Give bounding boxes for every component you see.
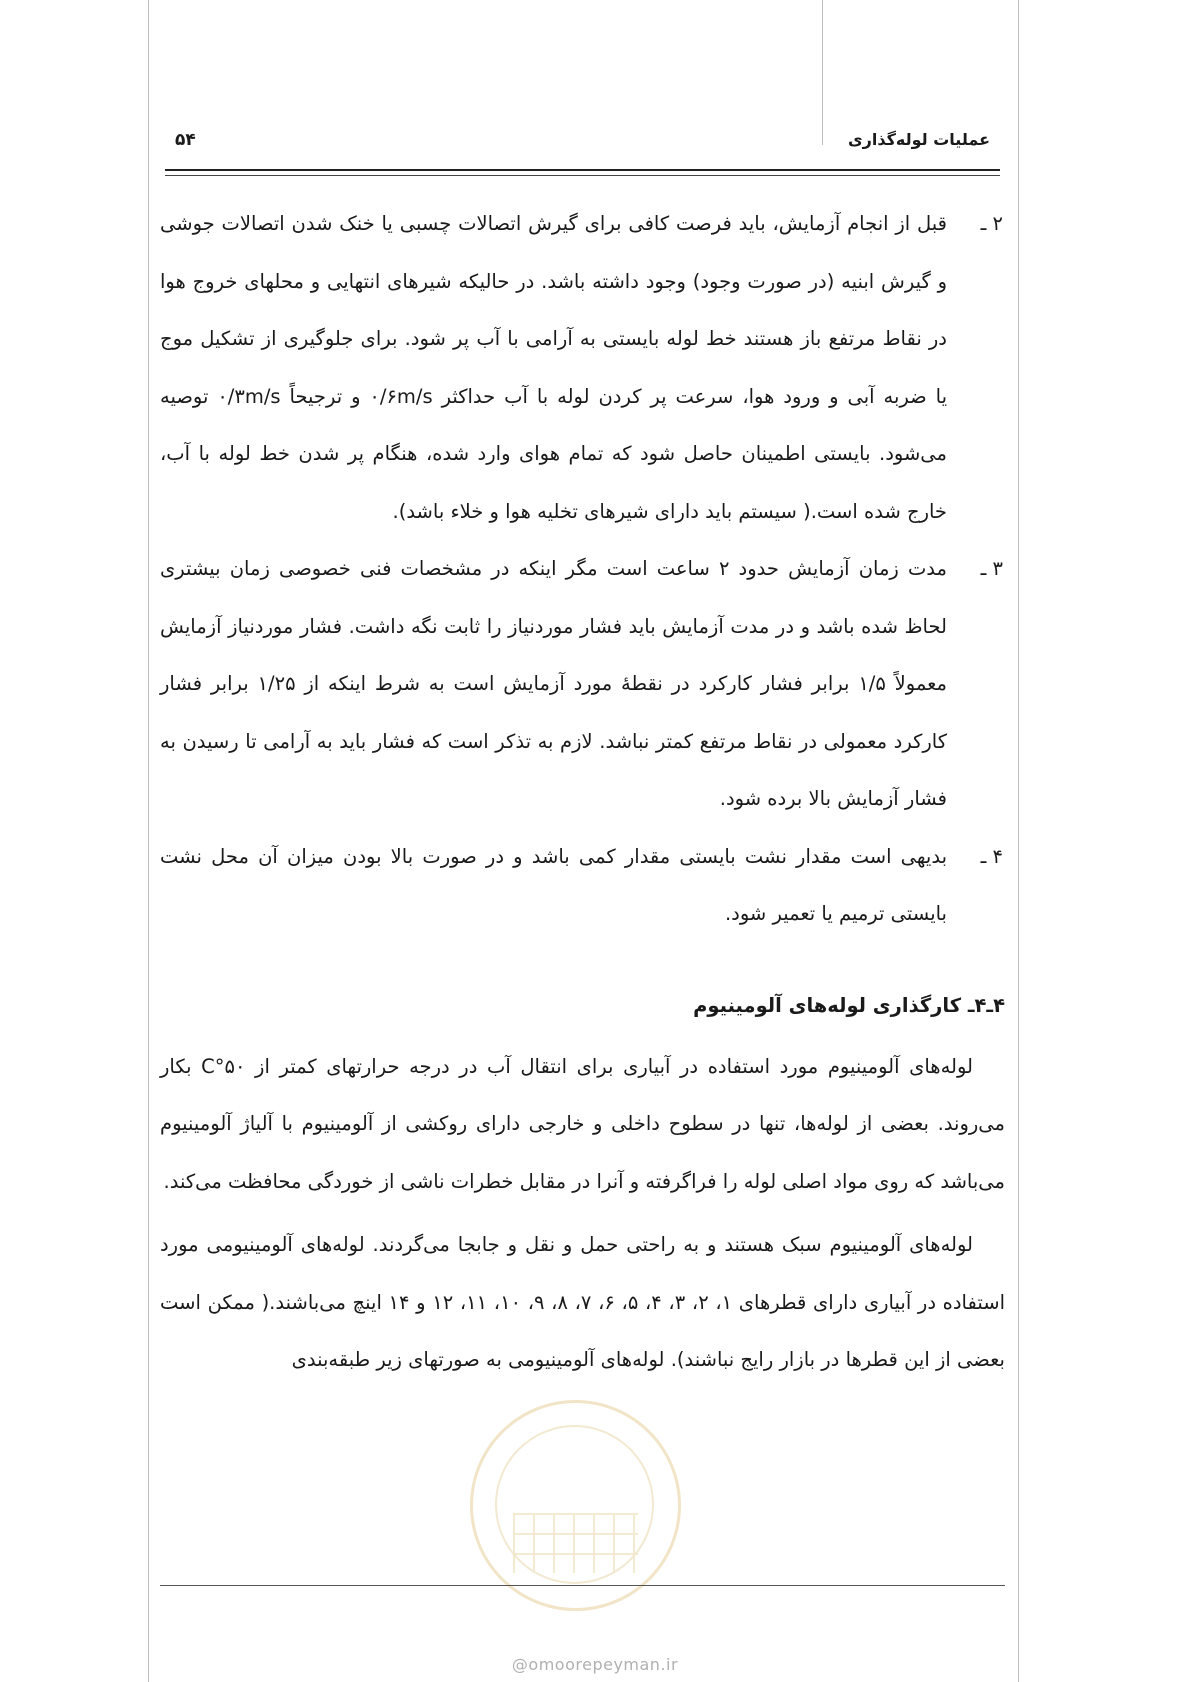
paragraph: لوله‌های آلومینیوم مورد استفاده در آبیاری برای انتقال آب در درجه حرارتهای کمتر از ۵۰°C بکار می‌روند. بعضی از لوله‌ها، تنها در سطوح داخلی و خارجی دارای روکشی از آلومینیوم با آلیاژ آلومینیوم می‌باشد که روی مواد اصلی لوله را فراگرفته و آنرا در مقابل خطرات ناشی از خوردگی محافظت می‌کند.: [160, 1054, 1005, 1193]
footer-rule: [160, 1585, 1005, 1586]
item-number: ۴ ـ: [980, 844, 1003, 868]
running-title: عملیات لوله‌گذاری: [847, 130, 990, 149]
section-heading: ۴ـ۴ـ کارگذاری لوله‌های آلومینیوم: [693, 993, 1005, 1017]
scan-border-right: [1018, 0, 1019, 1682]
page-number: ۵۴: [175, 130, 196, 150]
item-text: قبل از انجام آزمایش، باید فرصت کافی برای گیرش اتصالات چسبی یا خنک شدن اتصالات جوشی و گیرش ابنیه (در صورت وجود) وجود داشته باشد. در حالیکه شیرهای انتهایی و محلهای خروج هوا در نقاط مرتفع باز هستند خط لوله بایستی به آرامی با آب پر شود. برای جلوگیری از تشکیل موج یا ضربه آبی و ورود هوا، سرعت پر کردن لوله با آب حداکثر ۰/۶m/s و ترجیحاً ۰/۳m/s توصیه می‌شود. بایستی اطمینان حاصل شود که تمام هوای وارد شده، هنگام پر شدن خط لوله با آب، خارج شده است.( سیستم باید دارای شیرهای تخلیه هوا و خلاء باشد).: [160, 212, 947, 523]
item-number: ۲ ـ: [980, 212, 1003, 235]
item-text: مدت زمان آزمایش حدود ۲ ساعت است مگر اینکه در مشخصات فنی خصوصی زمان بیشتری لحاظ شده باشد و در مدت آزمایش باید فشار موردنیاز را ثابت نگه داشت. فشار موردنیاز آزمایش معمولاً ۱/۵ برابر فشار کارکرد در نقطهٔ مورد آزمایش است به شرط اینکه از ۱/۲۵ برابر فشار کارکرد معمولی در نقاط مرتفع کمتر نباشد. لازم به تذکر است که فشار باید به آرامی تا رسیدن به فشار آزمایش بالا برده شود.: [160, 557, 947, 810]
site-watermark: @omoorepeyman.ir: [511, 1655, 679, 1674]
header-rule-thin: [165, 175, 1000, 176]
scan-border-left: [148, 0, 149, 1682]
list-item: [160, 540, 1005, 828]
list-item: [160, 195, 1005, 540]
item-number: ۳ ـ: [980, 557, 1003, 580]
header-rule: [165, 169, 1000, 171]
publisher-seal-watermark: [470, 1400, 681, 1611]
page-header: [165, 118, 1000, 158]
page-body: [160, 195, 1005, 1395]
paragraph: لوله‌های آلومینیوم سبک هستند و به راحتی حمل و نقل و جابجا می‌گردند. لوله‌های آلومینیومی مورد استفاده در آبیاری دارای قطرهای ۱، ۲، ۳، ۴، ۵، ۶، ۷، ۸، ۹، ۱۰، ۱۱، ۱۲ و ۱۴ اینچ می‌باشند.( ممکن است بعضی از این قطرها در بازار رایج نباشند). لوله‌های آلومینیومی به صورتهای زیر طبقه‌بندی: [160, 1233, 1006, 1371]
list-item: [160, 828, 1005, 943]
item-text: بدیهی است مقدار نشت بایستی مقدار کمی باشد و در صورت بالا بودن میزان آن محل نشت بایستی ترمیم یا تعمیر شود.: [160, 844, 947, 925]
